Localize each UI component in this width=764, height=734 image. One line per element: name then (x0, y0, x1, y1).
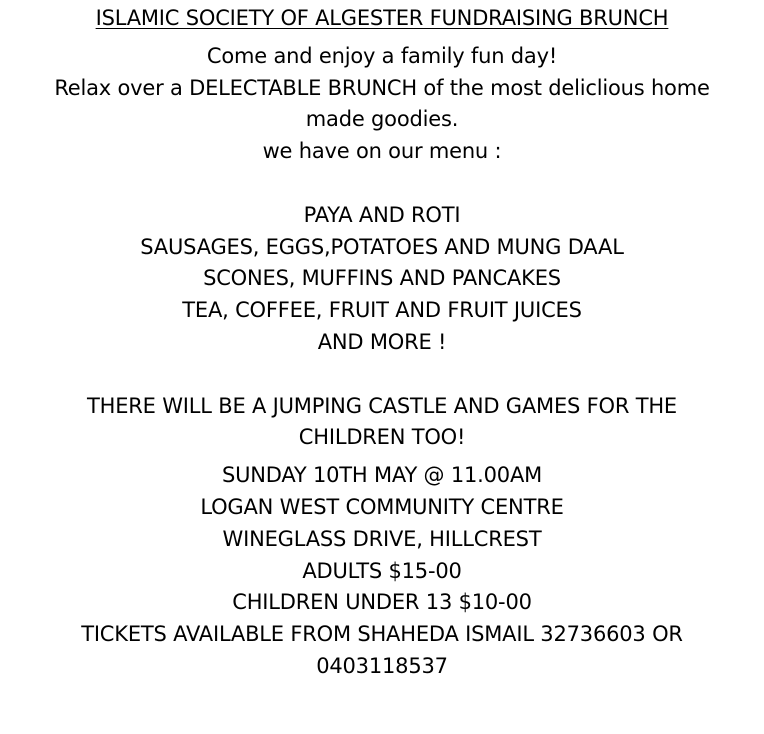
menu-item: SAUSAGES, EGGS,POTATOES AND MUNG DAAL (140, 234, 624, 259)
event-date: SUNDAY 10TH MAY @ 11.00AM (221, 463, 543, 488)
ticket-contact: TICKETS AVAILABLE FROM SHAHEDA ISMAIL 32736603 OR (81, 622, 683, 647)
event-venue: LOGAN WEST COMMUNITY CENTRE (200, 494, 564, 519)
ticket-phone: 0403118537 (316, 653, 448, 678)
spacer (0, 359, 764, 391)
adult-price: ADULTS $15-00 (302, 558, 462, 583)
event-address: WINEGLASS DRIVE, HILLCREST (222, 526, 542, 551)
intro-line: Come and enjoy a family fun day! (206, 43, 558, 68)
intro-line: Relax over a DELECTABLE BRUNCH of the most deliclious home (54, 75, 710, 100)
intro-line: made goodies. (305, 107, 459, 132)
children-note-line: CHILDREN TOO! (298, 425, 466, 450)
spacer (0, 168, 764, 200)
menu-item: PAYA AND ROTI (303, 202, 461, 227)
child-price: CHILDREN UNDER 13 $10-00 (232, 590, 532, 615)
menu-item: TEA, COFFEE, FRUIT AND FRUIT JUICES (182, 298, 582, 323)
menu-item: AND MORE ! (317, 329, 447, 354)
children-note-line: THERE WILL BE A JUMPING CASTLE AND GAMES FOR THE (87, 393, 677, 418)
flyer-title: ISLAMIC SOCIETY OF ALGESTER FUNDRAISING BRUNCH (95, 6, 669, 30)
intro-line: we have on our menu : (262, 139, 502, 164)
menu-item: SCONES, MUFFINS AND PANCAKES (203, 266, 561, 291)
